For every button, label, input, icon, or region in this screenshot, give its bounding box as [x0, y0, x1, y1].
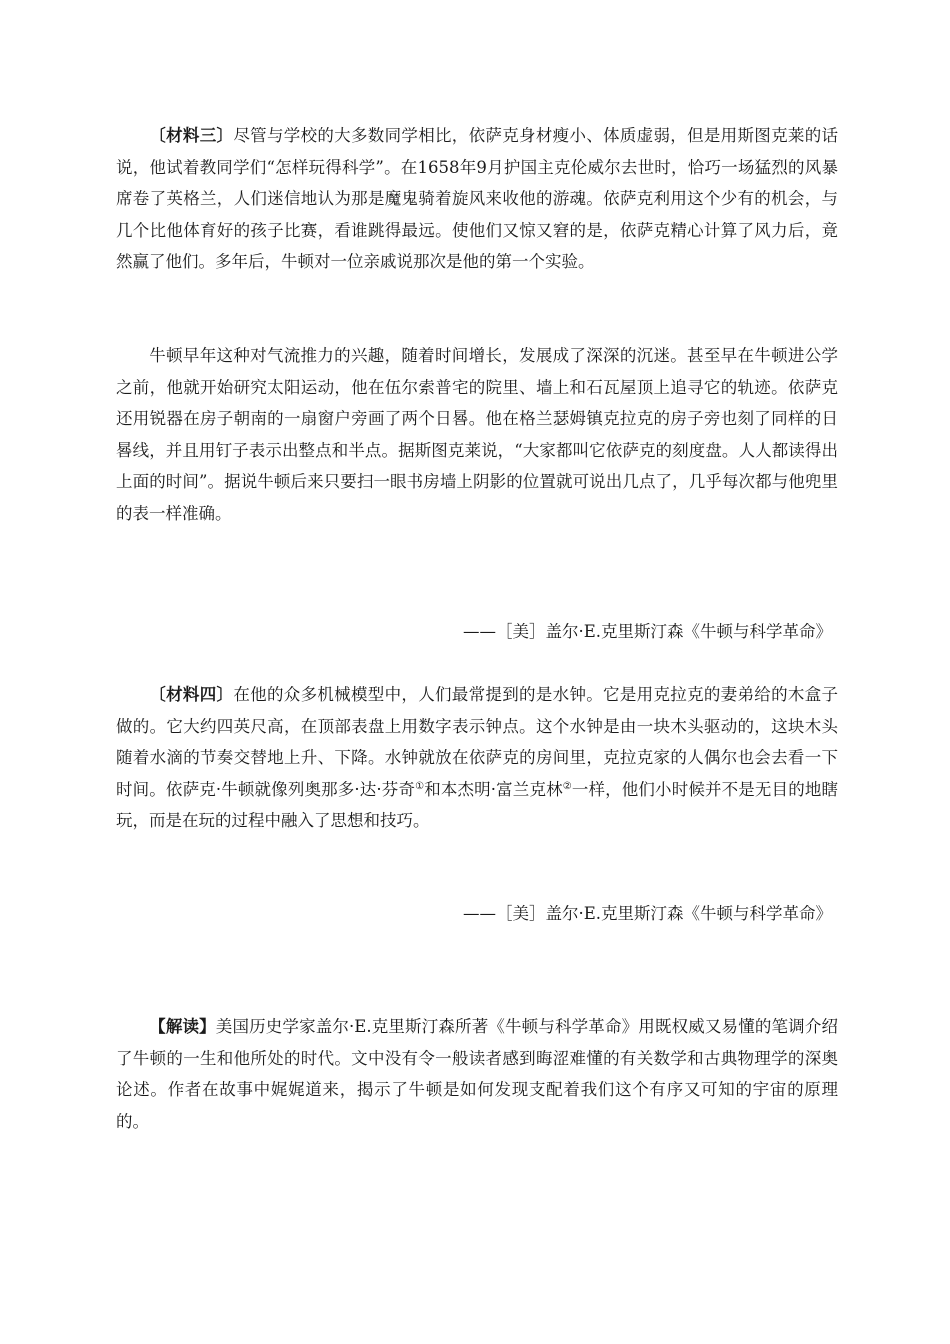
material-three-label: 〔材料三〕: [149, 126, 234, 145]
material-four-text-c: 一样，他们小时候并不是无目的地瞎玩，而是在玩的过程中融入了思想和技巧。: [116, 779, 838, 830]
material-four-label: 〔材料四〕: [149, 685, 234, 704]
material-four-text-a: 在他的众多机械模型中，人们最常提到的是水钟。它是用克拉克的妻弟给的木盒子做的。它大约四英尺高，在顶部表盘上用数字表示钟点。这个水钟是由一块木头驱动的，这块木头随着水滴的节奏交替地上升、下降。水钟就放在依萨克的房间里，克拉克家的人偶尔也会去看一下时间。依萨克·牛顿就像列奥那多·达·芬奇: [116, 685, 839, 799]
footnote-marker-1: ①: [415, 780, 425, 792]
interpretation-paragraph: [116, 1011, 838, 1137]
material-three-source: ——［美］盖尔·E.克里斯汀森《牛顿与科学革命》: [462, 622, 832, 641]
material-three-text: 尽管与学校的大多数同学相比，依萨克身材瘦小、体质虚弱，但是用斯图克莱的话说，他试着教同学们“怎样玩得科学”。在1658年9月护国主克伦威尔去世时，恰巧一场猛烈的风暴席卷了英格兰，人们迷信地认为那是魔鬼骑着旋风来收他的游魂。依萨克利用这个少有的机会，与几个比他体育好的孩子比赛，看谁跳得最远。使他们又惊又窘的是，依萨克精心计算了风力后，竟然赢了他们。多年后，牛顿对一位亲戚说那次是他的第一个实验。: [116, 126, 839, 271]
material-three-text-two: 牛顿早年这种对气流推力的兴趣，随着时间增长，发展成了深深的沉迷。甚至早在牛顿进公学之前，他就开始研究太阳运动，他在伍尔索普宅的院里、墙上和石瓦屋顶上追寻它的轨迹。依萨克还用锐器在房子朝南的一扇窗户旁画了两个日晷。他在格兰瑟姆镇克拉克的房子旁也刻了同样的日晷线，并且用钉子表示出整点和半点。据斯图克莱说，“大家都叫它依萨克的刻度盘。人人都读得出上面的时间”。据说牛顿后来只要扫一眼书房墙上阴影的位置就可说出几点了，几乎每次都与他兜里的表一样准确。: [116, 346, 838, 523]
material-four-text-b: 和本杰明·富兰克林: [424, 779, 563, 799]
interpretation-text: 美国历史学家盖尔·E.克里斯汀森所著《牛顿与科学革命》用既权威又易懂的笔调介绍了牛顿的一生和他所处的时代。文中没有令一般读者感到晦涩难懂的有关数学和古典物理学的深奥论述。作者在故事中娓娓道来，揭示了牛顿是如何发现支配着我们这个有序又可知的宇宙的原理的。: [116, 1017, 838, 1131]
material-three-paragraph-two: [116, 340, 838, 529]
material-three-paragraph: [116, 120, 838, 278]
footnote-marker-2: ②: [562, 780, 572, 792]
material-four-source: ——［美］盖尔·E.克里斯汀森《牛顿与科学革命》: [462, 904, 832, 923]
interpretation-label: 【解读】: [149, 1017, 216, 1036]
material-four-paragraph: [116, 679, 838, 837]
